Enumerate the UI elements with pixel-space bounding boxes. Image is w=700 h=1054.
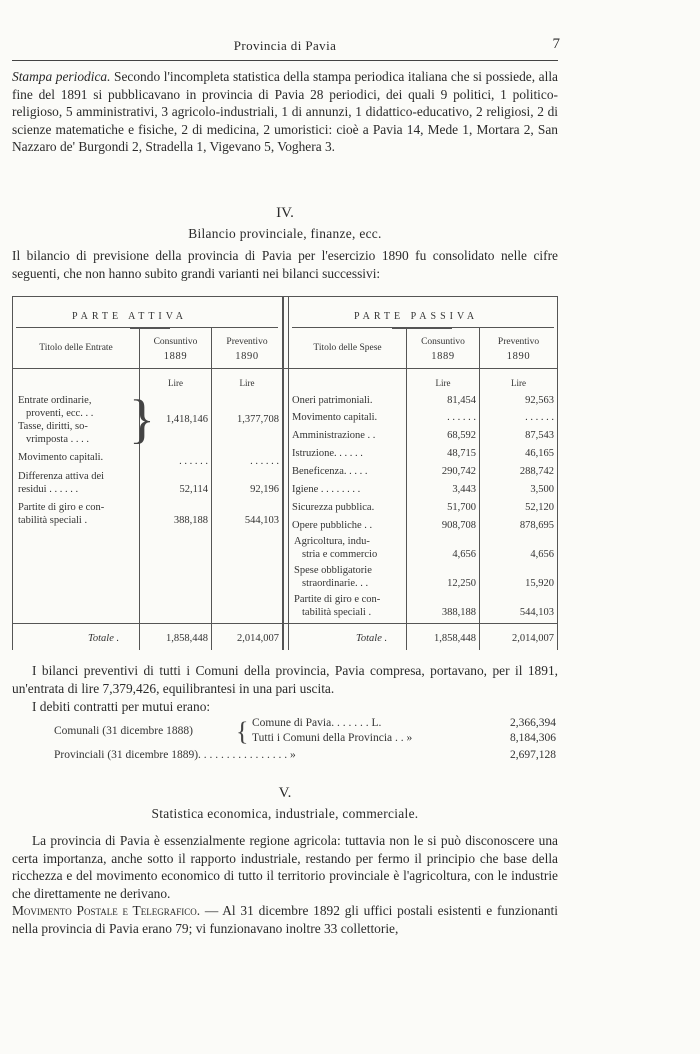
paragraph-stampa (12, 68, 558, 156)
table-row-label: Agricoltura, indu- (294, 536, 370, 547)
table-cell-cons: 48,715 (447, 448, 476, 459)
table-row-label: tabilità speciali . (18, 515, 88, 526)
section-number-4: IV. (276, 205, 294, 221)
section-title-5: Statistica economica, industriale, commerciale. (151, 806, 419, 821)
debiti-comunali-label: Comunali (31 dicembre 1888) (54, 725, 193, 737)
table-cell-prev: 288,742 (519, 466, 554, 477)
table-cell-prev: 878,695 (519, 520, 554, 531)
section-title-4: Bilancio provinciale, finanze, ecc. (188, 226, 382, 241)
table-cell-prev: . . . . . . (525, 412, 554, 423)
lead-postale: Movimento Postale e Telegrafico. (12, 903, 201, 918)
debiti-comune-pavia-value: 2,366,394 (510, 717, 556, 729)
table-cell-cons: 52,114 (179, 484, 208, 495)
table-cell-prev: 3,500 (530, 484, 554, 495)
col-preventivo-attiva: Preventivo (226, 337, 268, 347)
col-consuntivo-attiva-year: 1889 (163, 351, 188, 362)
text-stampa: Secondo l'incompleta statistica della stampa periodica italiana che si possiede, alla fine del 1891 si pubblicavano in provincia di Pavia 28 periodici, dei quali 9 politici, 1 politico-religioso, 5 amministrativi, 3 agricolo-industriali, 1 di annunzi, 1 didattico-educativo, 2 religiosi, 2 di scienze matematiche e fisiche, 2 di medicina, 2 umoristici: cioè a Pavia 14, Mede 1, Mortara 2, San Nazzaro de' Burgondi 2, Stradella 1, Vigevano 5, Voghera 3. (12, 69, 559, 154)
debiti-tutti-comuni-value: 8,184,306 (510, 732, 556, 744)
table-row-label: Igiene . . . . . . . . (292, 484, 361, 495)
paragraph-economia: La provincia di Pavia è essenzialmente regione agricola: tuttavia non le si può disconoscere una certa importanza, anche sotto il rapporto industriale, restando per fermo il principio che base della ricchezza e del movimento economico di tutto il territorio provinciale è l'agricoltura, con le industrie che direttamente ne derivano. (12, 833, 558, 901)
heading-parte-attiva: PARTE ATTIVA (72, 311, 187, 322)
total-label-passiva: Totale . (356, 633, 388, 644)
total-cons-attiva: 1,858,448 (166, 633, 208, 644)
paragraph-bilancio: Il bilancio di previsione della provincia di Pavia per l'esercizio 1890 fu consolidato nelle cifre seguenti, che non hanno subito grandi varianti nei bilanci successivi: (12, 248, 558, 281)
table-cell-cons: 51,700 (447, 502, 476, 513)
table-cell-prev: 87,543 (525, 430, 554, 441)
table-cell-prev: 15,920 (525, 578, 554, 589)
text-postale: — Al 31 dicembre 1892 gli uffici postali esistenti e funzionanti nella provincia di Pavia erano 79; vi funzionavano inoltre 33 collettorie, (12, 903, 558, 936)
col-preventivo-passiva-year: 1890 (506, 351, 531, 362)
table-row-label: proventi, ecc. . . (26, 408, 94, 419)
brace: } (129, 389, 155, 449)
total-label-attiva: Totale . (88, 633, 120, 644)
running-title: Provincia di Pavia (233, 38, 337, 53)
running-head (12, 38, 558, 56)
col-titolo-spese: Titolo delle Spese (313, 343, 382, 353)
total-cons-passiva: 1,858,448 (434, 633, 476, 644)
table-row-label: Oneri patrimoniali. (292, 395, 373, 406)
table-cell-cons: 290,742 (441, 466, 476, 477)
table-cell-prev: 92,563 (525, 395, 554, 406)
table-cell-prev: 544,103 (244, 515, 279, 526)
col-consuntivo-passiva-year: 1889 (431, 351, 455, 362)
table-row-label: residui . . . . . . (18, 484, 79, 495)
table-cell-cons: 908,708 (441, 520, 476, 531)
table-cell-cons: 12,250 (447, 578, 476, 589)
col-consuntivo-passiva: Consuntivo (421, 337, 465, 347)
table-row-label: Movimento capitali. (292, 412, 378, 423)
debiti-provinciali-value: 2,697,128 (510, 749, 556, 761)
paragraph-bilanci-comuni: I bilanci preventivi di tutti i Comuni della provincia, Pavia compresa, portavano, per il 1891, un'entrata di lire 7,379,426, equilibrantesi in una pari uscita. (12, 663, 558, 696)
table-cell-cons: . . . . . . (447, 412, 476, 423)
table-cell-cons: 1,418,146 (166, 414, 208, 425)
lead-stampa: Stampa periodica. (12, 69, 111, 84)
paragraph-postale (12, 902, 558, 937)
table-cell-prev: 544,103 (519, 607, 554, 618)
table-row-label: Beneficenza. . . . . (292, 466, 368, 477)
debiti-comune-pavia: Comune di Pavia. . . . . . . L. (252, 717, 382, 729)
unit-lire: Lire (239, 378, 255, 388)
debiti-intro: I debiti contratti per mutui erano: (32, 699, 211, 714)
table-row-label: vrimposta . . . . (26, 434, 89, 445)
table-cell-prev: 4,656 (530, 549, 554, 560)
brace: { (236, 717, 249, 746)
unit-lire: Lire (435, 378, 451, 388)
table-cell-cons: 3,443 (452, 484, 476, 495)
table-row-label: Opere pubbliche . . (292, 520, 373, 531)
table-cell-prev: . . . . . . (250, 456, 279, 467)
col-titolo-entrate: Titolo delle Entrate (39, 343, 113, 353)
table-cell-prev: 1,377,708 (237, 414, 279, 425)
table-cell-prev: 92,196 (250, 484, 279, 495)
table-cell-prev: 46,165 (525, 448, 554, 459)
table-row-label: straordinarie. . . (302, 578, 369, 589)
table-row-label: Istruzione. . . . . . (292, 448, 363, 459)
table-row-label: Amministrazione . . (292, 430, 376, 441)
section-number-5: V. (278, 785, 292, 801)
heading-parte-passiva: PARTE PASSIVA (354, 311, 479, 322)
table-cell-cons: 81,454 (447, 395, 476, 406)
table-row-label: Sicurezza pubblica. (292, 502, 375, 513)
table-row-label: tabilità speciali . (302, 607, 372, 618)
col-preventivo-attiva-year: 1890 (235, 351, 259, 362)
table-row-label: Differenza attiva dei (18, 471, 105, 482)
table-row-label: stria e commercio (302, 549, 378, 560)
table-row-label: Movimento capitali. (18, 452, 104, 463)
table-row-label: Partite di giro e con- (294, 594, 381, 605)
debiti-tutti-comuni: Tutti i Comuni della Provincia . . » (252, 732, 413, 744)
debiti-provinciali: Provinciali (31 dicembre 1889). . . . . . . . . . . . . . . . » (54, 749, 296, 761)
table-row-label: Spese obbligatorie (294, 565, 372, 576)
table-cell-cons: 4,656 (452, 549, 476, 560)
col-preventivo-passiva: Preventivo (497, 337, 540, 347)
unit-lire: Lire (168, 378, 183, 388)
page-number: 7 (552, 36, 560, 52)
table-row-label: Entrate ordinarie, (18, 395, 92, 406)
unit-lire: Lire (511, 378, 526, 388)
total-prev-attiva: 2,014,007 (237, 633, 279, 644)
table-row-label: Tasse, diritti, so- (18, 421, 88, 432)
table-cell-cons: . . . . . . (179, 456, 208, 467)
table-cell-cons: 388,188 (441, 607, 476, 618)
table-cell-prev: 52,120 (525, 502, 554, 513)
total-prev-passiva: 2,014,007 (512, 633, 554, 644)
table-row-label: Partite di giro e con- (18, 502, 105, 513)
budget-table (12, 296, 558, 654)
table-cell-cons: 68,592 (447, 430, 476, 441)
col-consuntivo-attiva: Consuntivo (153, 337, 198, 347)
header-rule (12, 60, 558, 61)
table-cell-cons: 388,188 (173, 515, 208, 526)
